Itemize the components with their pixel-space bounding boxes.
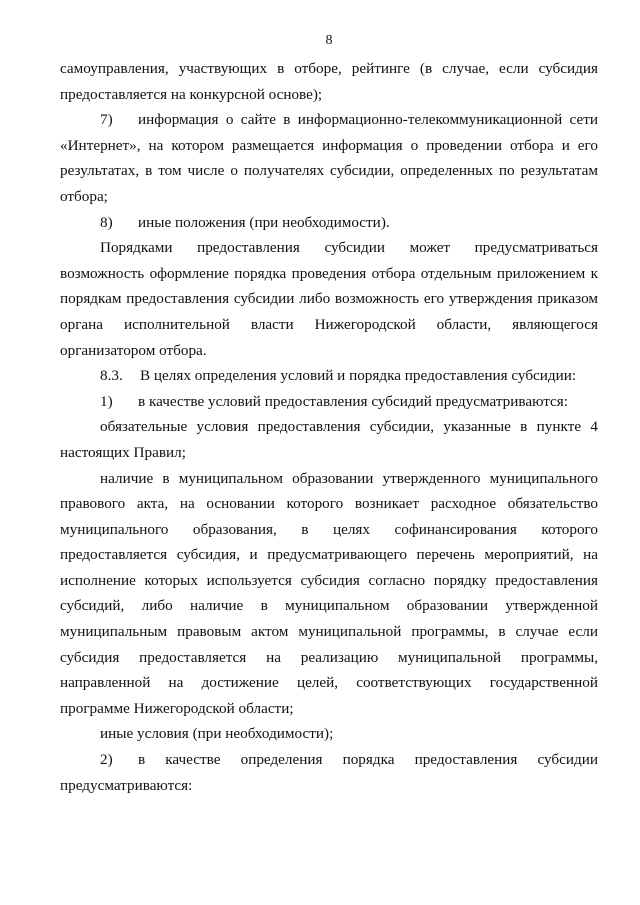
- paragraph-text: наличие в муниципальном образовании утвержденного муниципального правового акта, на основании которого возникает расходное обязательство муниципального образования, в целях софинансирования которого предоставляется субсидия, и предусматривающего перечень мероприятий, на исполнение которых используется субсидия согласно порядку предоставления субсидий, либо наличие в муниципальном образовании утвержденной муниципальным правовым актом муниципальной программы, в случае если субсидия предоставляется на реализацию муниципальной программы, направленной на достижение целей, соответствующих государственной программе Нижегородской области;: [60, 469, 598, 717]
- paragraph-mandatory-conditions: [60, 414, 598, 465]
- paragraph-item-7: [60, 107, 598, 209]
- paragraph-text: в качестве условий предоставления субсидий предусматриваются:: [138, 392, 568, 410]
- item-number: 1): [100, 392, 113, 410]
- page-number: 8: [325, 33, 333, 48]
- paragraph-text: иные положения (при необходимости).: [138, 213, 390, 231]
- paragraph-text: обязательные условия предоставления субсидии, указанные в пункте 4 настоящих Правил;: [60, 418, 598, 461]
- paragraph-other-conditions: [60, 721, 598, 747]
- paragraph-procedures: [60, 235, 598, 363]
- paragraph-text: в качестве определения порядка предоставления субсидии предусматриваются:: [60, 751, 598, 794]
- section-number: 8.3.: [100, 367, 123, 385]
- paragraph-item-1: [60, 389, 598, 415]
- paragraph-continuation: [60, 56, 598, 107]
- paragraph-municipal-act: [60, 466, 598, 722]
- item-number: 7): [100, 111, 113, 129]
- paragraph-item-2: [60, 747, 598, 798]
- paragraph-text: В целях определения условий и порядка предоставления субсидии:: [140, 367, 577, 385]
- paragraph-text: Порядками предоставления субсидии может предусматриваться возможность оформление порядка проведения отбора отдельным приложением к порядкам предоставления субсидии либо возможность его утверждения приказом органа исполнительной власти Нижегородской области, являющегося организатором отбора.: [60, 239, 598, 359]
- item-number: 8): [100, 213, 113, 231]
- paragraph-text: самоуправления, участвующих в отборе, рейтинге (в случае, если субсидия предоставляется на конкурсной основе);: [60, 60, 598, 103]
- paragraph-section-8-3: [60, 363, 598, 389]
- paragraph-text: иные условия (при необходимости);: [100, 725, 334, 743]
- paragraph-item-8: [60, 210, 598, 236]
- item-number: 2): [100, 751, 113, 769]
- paragraph-text: информация о сайте в информационно-телекоммуникационной сети «Интернет», на котором размещается информация о проведении отбора и его результатах, в том числе о получателях субсидии, определенных по результатам отбора;: [60, 111, 598, 205]
